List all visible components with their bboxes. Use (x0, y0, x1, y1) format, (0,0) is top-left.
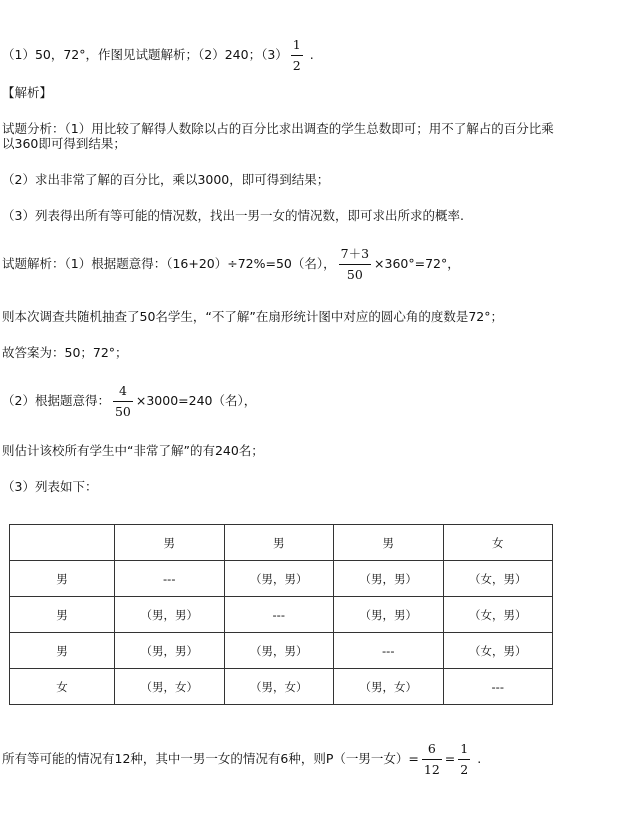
solution-step-2-fraction (113, 383, 133, 420)
solution-step-2-text: （2）根据题意得： (2, 393, 110, 408)
fraction-numerator: 1 (458, 741, 470, 760)
table-cell: （男，女） (334, 669, 444, 705)
final-probability-text: 所有等可能的情况有12种，其中一男一女的情况有6种，则P（一男一女）= (2, 751, 419, 766)
solution-step-1-conclusion: 则本次调查共随机抽查了50名学生，“不了解”在扇形统计图中对应的圆心角的度数是72°； (2, 309, 504, 324)
table-row (10, 561, 553, 597)
solution-step-1-answer: 故答案为：50；72°； (2, 345, 128, 360)
outcome-table (9, 524, 553, 705)
table-row (10, 669, 553, 705)
solution-step-2 (2, 383, 256, 420)
fraction-denominator: 50 (346, 267, 363, 282)
equals-sign: = (444, 751, 456, 766)
fraction-denominator: 2 (460, 762, 469, 777)
table-cell: （男，女） (115, 669, 225, 705)
fraction-numerator: 7＋3 (339, 246, 371, 265)
final-period: . (477, 751, 482, 766)
fraction-numerator: 1 (291, 37, 303, 56)
answer-period: . (309, 47, 314, 62)
table-row (10, 633, 553, 669)
table-cell: （男，男） (115, 633, 225, 669)
method-step-3: （3）列表得出所有等可能的情况数，找出一男一女的情况数，即可求出所求的概率. (2, 208, 464, 223)
method-line-1: 试题分析：（1）用比较了解得人数除以占的百分比求出调查的学生总数即可；用不了解占的百分比乘 (2, 121, 554, 136)
table-cell: --- (443, 669, 553, 705)
method-line-2: 以360即可得到结果； (2, 136, 126, 151)
fraction-denominator: 12 (423, 762, 440, 777)
solution-step-1 (2, 246, 460, 283)
final-probability-line (2, 741, 481, 778)
table-cell: （女，男） (443, 597, 553, 633)
solution-step-3-intro: （3）列表如下： (2, 479, 98, 494)
table-cell: （女，男） (443, 561, 553, 597)
table-header-row (10, 525, 553, 561)
table-header-cell: 男 (224, 525, 334, 561)
table-cell: （男，男） (334, 597, 444, 633)
table-cell: --- (224, 597, 334, 633)
table-row-label: 男 (10, 633, 115, 669)
table-row-label: 女 (10, 669, 115, 705)
table-cell: （男，男） (224, 633, 334, 669)
fraction-denominator: 50 (114, 404, 131, 419)
solution-step-2-result: ×3000=240（名）， (135, 393, 257, 408)
table-header-cell (10, 525, 115, 561)
table-cell: --- (334, 633, 444, 669)
final-fraction-2 (458, 741, 470, 778)
solution-step-2-conclusion: 则估计该校所有学生中“非常了解”的有240名； (2, 443, 264, 458)
table-cell: （男，女） (224, 669, 334, 705)
solution-step-1-text: 试题解析：（1）根据题意得：（16+20）÷72%=50（名）， (2, 256, 336, 271)
table-header-cell: 男 (334, 525, 444, 561)
table-cell: --- (115, 561, 225, 597)
final-fraction-1 (422, 741, 442, 778)
method-step-2: （2）求出非常了解的百分比，乘以3000，即可得到结果； (2, 172, 330, 187)
fraction-numerator: 4 (113, 383, 133, 402)
table-header-cell: 男 (115, 525, 225, 561)
table-row-label: 男 (10, 597, 115, 633)
table-cell: （男，男） (224, 561, 334, 597)
table-header-cell: 女 (443, 525, 553, 561)
analysis-heading: 【解析】 (2, 85, 53, 100)
table-row (10, 597, 553, 633)
answer-text: （1）50，72°，作图见试题解析；（2）240；（3） (2, 47, 288, 62)
fraction-denominator: 2 (292, 58, 301, 73)
solution-step-1-fraction (339, 246, 371, 283)
solution-step-1-result: ×360°=72°， (374, 256, 460, 271)
table-row-label: 男 (10, 561, 115, 597)
table-cell: （男，男） (115, 597, 225, 633)
answer-line (2, 37, 314, 74)
table-cell: （男，男） (334, 561, 444, 597)
fraction-numerator: 6 (422, 741, 442, 760)
table-cell: （女，男） (443, 633, 553, 669)
answer-fraction (291, 37, 303, 74)
